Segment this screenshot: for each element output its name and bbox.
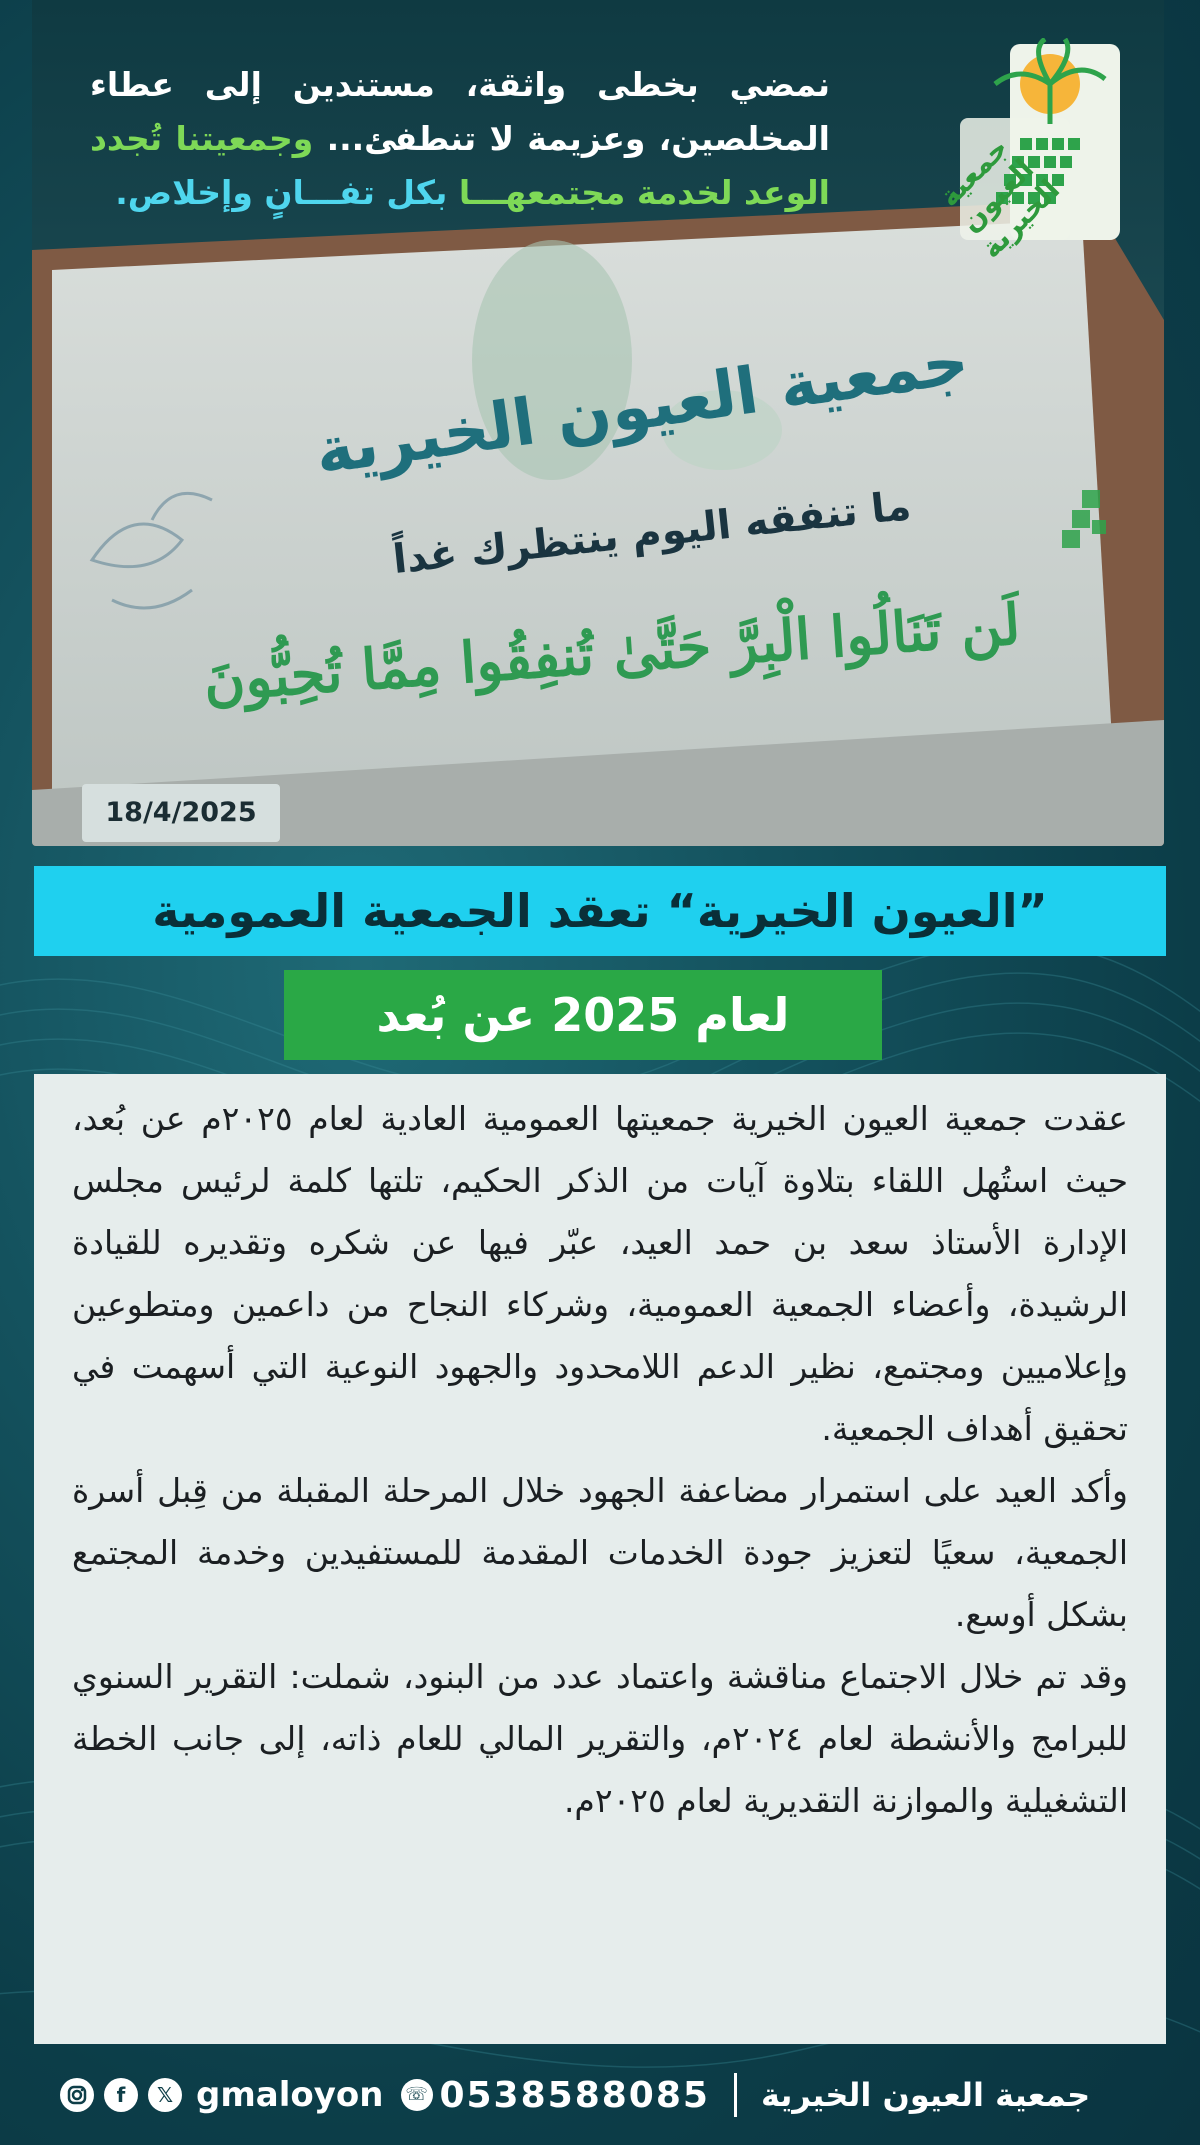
tagline [90, 58, 830, 220]
sign-title: جمعية العيون الخيرية [310, 324, 974, 490]
social-handle[interactable]: gmaloyon [196, 2075, 384, 2115]
sign-verse: لَن تَنَالُوا الْبِرَّ حَتَّىٰ تُنفِقُوا مِمَّا تُحِبُّونَ [201, 591, 1023, 715]
whatsapp-icon: ☏ [401, 2079, 433, 2111]
headline-subtitle: لعام 2025 عن بُعد [284, 970, 882, 1060]
facebook-icon[interactable]: f [104, 2078, 138, 2112]
footer-contact-bar [60, 2064, 1140, 2126]
article-body [72, 1088, 1128, 1832]
phone-number-text: 0538588085 [439, 2074, 710, 2116]
date-badge: 18/4/2025 [82, 784, 280, 842]
paragraph-1: عقدت جمعية العيون الخيرية جمعيتها العمومية العادية لعام ٢٠٢٥م عن بُعد، حيث استُهل اللقاء بتلاوة آيات من الذكر الحكيم، تلتها كلمة لرئيس مجلس الإدارة الأستاذ سعد بن حمد العيد، عبّر فيها عن شكره وتقديره للقيادة الرشيدة، وأعضاء الجمعية العمومية، وشركاء النجاح من داعمين ومتطوعين وإعلاميين ومجتمع، نظير الدعم اللامحدود والجهود النوعية التي أسهمت في تحقيق أهداف الجمعية. [72, 1099, 1128, 1448]
footer-divider [734, 2073, 737, 2117]
phone-number[interactable] [401, 2075, 710, 2116]
instagram-icon[interactable] [60, 2078, 94, 2112]
headline-title: ”العيون الخيرية“ تعقد الجمعية العمومية [34, 866, 1166, 956]
logo-wordmark: جمعية العيون الخيرية [932, 131, 1067, 265]
tagline-part-3: بكل تفـــانٍ وإخلاص. [115, 173, 459, 212]
sign-slogan: ما تنفقه اليوم ينتظرك غداً [390, 482, 914, 584]
paragraph-3: وقد تم خلال الاجتماع مناقشة واعتماد عدد من البنود، شملت: التقرير السنوي للبرامج والأنشطة لعام ٢٠٢٤م، والتقرير المالي للعام ذاته، إلى جانب الخطة التشغيلية والموازنة التقديرية لعام ٢٠٢٥م. [72, 1657, 1128, 1820]
article-card [34, 1074, 1166, 2044]
paragraph-2: وأكد العيد على استمرار مضاعفة الجهود خلال المرحلة المقبلة من قِبل أسرة الجمعية، سعيًا لتعزيز جودة الخدمات المقدمة للمستفيدين وخدمة المجتمع بشكل أوسع. [72, 1471, 1128, 1634]
tagline-part-1: نمضي بخطى واثقة، مستندين إلى عطاء المخلصين، وعزيمة لا تنطفئ... [90, 65, 830, 158]
tagline-part-2: وجمعيتنا تُجدد الوعد لخدمة مجتمعهـــا [90, 119, 830, 212]
footer-org-name: جمعية العيون الخيرية [760, 2076, 1091, 2114]
x-icon[interactable]: 𝕏 [148, 2078, 182, 2112]
